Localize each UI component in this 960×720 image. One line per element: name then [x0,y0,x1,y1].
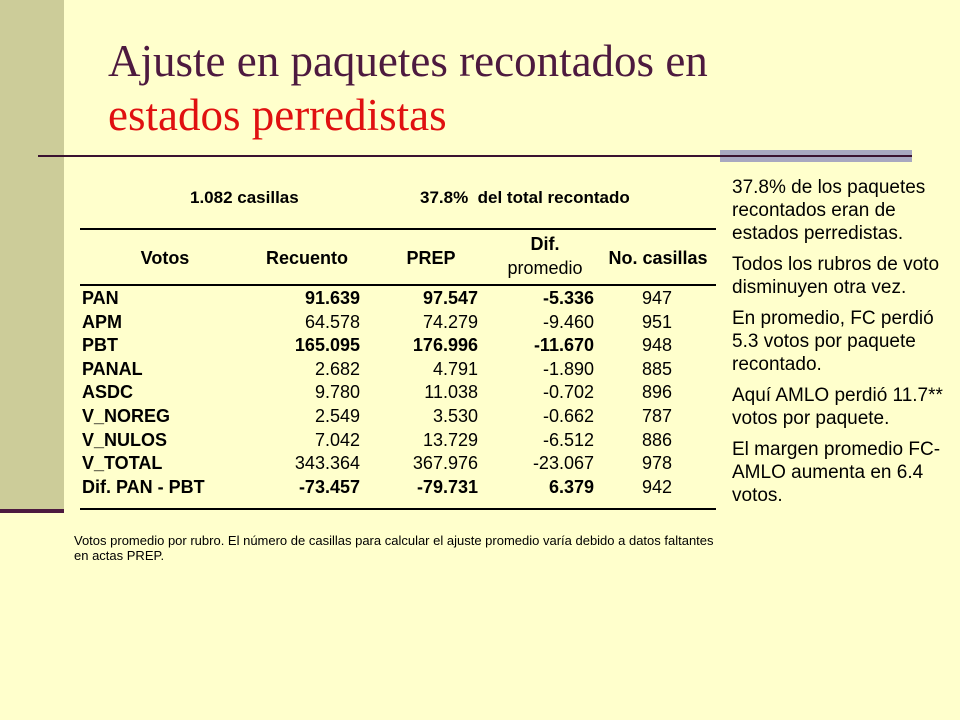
row-casillas: 978 [642,453,673,474]
side-paragraph: Todos los rubros de voto disminuyen otra vez. [732,254,940,298]
left-bar-underline [0,509,64,513]
summary-casillas: 1.082 casillas [190,188,299,207]
summary-percent: 37.8% del total recontado [420,188,630,207]
row-dif: -11.670 [533,335,594,356]
results-table [80,170,716,497]
row-dif: -9.460 [542,311,594,332]
row-prep: 11.038 [424,382,478,403]
row-label: PAN [82,288,119,308]
row-dif: -23.067 [532,453,594,474]
row-label: V_NOREG [82,405,171,426]
row-prep: 13.729 [422,429,478,450]
row-casillas: 896 [642,382,673,403]
table-row [80,477,716,501]
left-decorative-bar [0,0,64,510]
title-rule-accent [720,150,912,155]
row-dif: -0.662 [542,405,594,426]
row-recuento: 64.578 [304,311,360,332]
row-recuento: 165.095 [294,335,360,356]
row-label: Dif. PAN - PBT [82,476,205,497]
side-notes [732,176,954,515]
table-footnote: Votos promedio por rubro. El número de casillas para calcular el ajuste promedio varía debido a datos faltantes en actas PREP. [74,533,714,563]
header-dif: Dif. [530,234,560,254]
row-casillas: 787 [642,405,673,426]
header-casillas: No. casillas [608,248,708,268]
table-row [80,406,716,430]
row-dif: -5.336 [542,288,594,308]
table-row [80,359,716,383]
row-recuento: 7.042 [314,429,360,450]
row-recuento: 2.549 [314,405,360,426]
side-paragraph: 37.8% de los paquetes recontados eran de estados perredistas. [732,177,926,244]
row-prep: 3.530 [432,405,478,426]
table-top-rule [80,228,716,230]
table-summary [80,170,716,228]
title-rule-accent-2 [720,157,912,162]
row-dif: -0.702 [542,382,594,403]
row-dif: -1.890 [542,358,594,379]
row-casillas: 948 [642,335,673,356]
row-casillas: 947 [642,288,673,308]
header-prep: PREP [406,248,456,268]
title-line-1: Ajuste en paquetes recontados en [108,36,708,86]
slide-title [108,34,828,142]
table-bottom-rule [80,508,716,510]
row-prep: 367.976 [412,453,478,474]
header-recuento: Recuento [265,248,348,268]
row-dif: -6.512 [542,429,594,450]
table-row [80,453,716,477]
row-casillas: 885 [642,358,673,379]
row-recuento: 343.364 [294,453,360,474]
row-prep: 97.547 [422,288,478,308]
table-row [80,335,716,359]
row-label: ASDC [82,382,134,403]
row-recuento: 2.682 [314,358,360,379]
title-line-2: estados perredistas [108,90,447,140]
table-row [80,430,716,454]
row-label: PANAL [82,358,143,379]
side-paragraph: En promedio, FC perdió 5.3 votos por paquete recontado. [732,308,934,375]
side-paragraph: Aquí AMLO perdió 11.7** votos por paquete. [732,385,943,429]
row-label: V_TOTAL [82,453,163,474]
table-body [80,288,716,500]
row-casillas: 951 [642,311,673,332]
table-header-rule [80,284,716,286]
row-casillas: 886 [642,429,673,450]
table-row [80,382,716,406]
row-prep: 176.996 [412,335,478,356]
row-label: V_NULOS [82,429,168,450]
table-row [80,288,716,312]
row-casillas: 942 [642,476,673,497]
table-row [80,312,716,336]
row-recuento: -73.457 [298,476,360,497]
row-prep: 4.791 [432,358,478,379]
row-prep: -79.731 [416,476,478,497]
header-votos: Votos [140,248,190,268]
header-promedio: promedio [507,258,583,278]
row-recuento: 9.780 [314,382,360,403]
row-prep: 74.279 [422,311,478,332]
row-label: APM [82,311,122,332]
table-header [80,232,716,284]
row-recuento: 91.639 [304,288,360,308]
side-paragraph: El margen promedio FC-AMLO aumenta en 6.4 votos. [732,439,941,506]
row-label: PBT [82,335,118,356]
row-dif: 6.379 [548,476,594,497]
